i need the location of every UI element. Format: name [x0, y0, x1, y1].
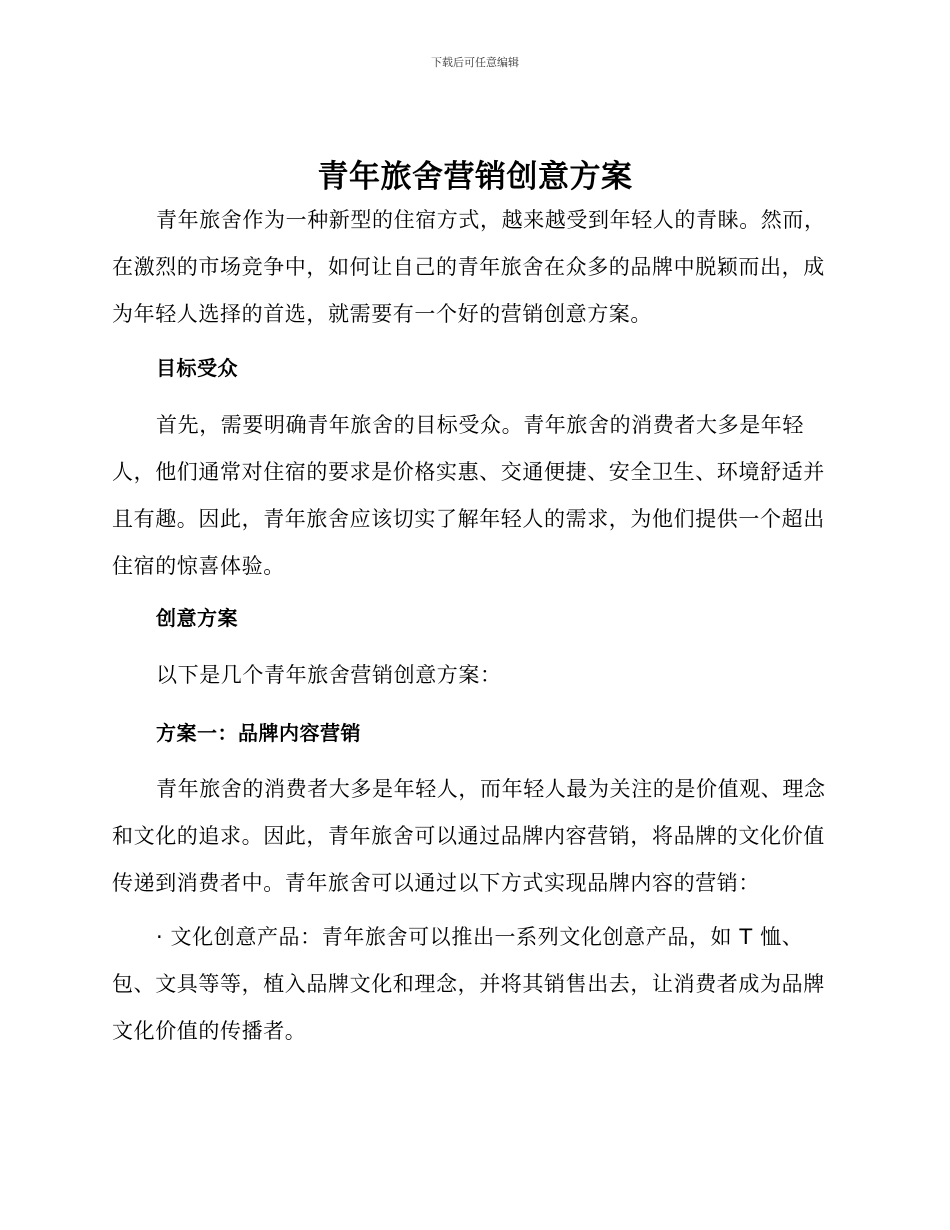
plan-one-heading: 方案一：品牌内容营销 — [156, 721, 361, 745]
plan-one-bullet-text: · 文化创意产品：青年旅舍可以推出一系列文化创意产品，如 T 恤、包、文具等等，植入品牌文化和理念，并将其销售出去，让消费者成为品牌文化价值的传播者。 — [112, 925, 825, 1043]
target-audience-paragraph — [112, 402, 836, 590]
target-audience-text: 首先，需要明确青年旅舍的目标受众。青年旅舍的消费者大多是年轻人，他们通常对住宿的要求是价格实惠、交通便捷、安全卫生、环境舒适并且有趣。因此，青年旅舍应该切实了解年轻人的需求，为他们提供一个超出住宿的惊喜体验。 — [112, 413, 825, 578]
plan-one-text: 青年旅舍的消费者大多是年轻人，而年轻人最为关注的是价值观、理念和文化的追求。因此，青年旅舍可以通过品牌内容营销，将品牌的文化价值传递到消费者中。青年旅舍可以通过以下方式实现品牌内容的营销： — [112, 777, 826, 895]
section-heading-creative-plan: 创意方案 — [156, 606, 238, 630]
intro-text: 青年旅舍作为一种新型的住宿方式，越来越受到年轻人的青睐。然而，在激烈的市场竞争中，如何让自己的青年旅舍在众多的品牌中脱颖而出，成为年轻人选择的首选，就需要有一个好的营销创意方案。 — [112, 208, 826, 326]
section-heading-target-audience: 目标受众 — [156, 356, 238, 380]
plan-one-bullet-item — [112, 914, 836, 1055]
creative-plan-intro-paragraph — [112, 652, 836, 699]
page-header-note: 下载后可任意编辑 — [431, 56, 519, 69]
intro-paragraph — [112, 197, 836, 338]
document-title: 青年旅舍营销创意方案 — [317, 159, 633, 195]
plan-one-paragraph — [112, 766, 836, 907]
creative-plan-intro-text: 以下是几个青年旅舍营销创意方案： — [156, 663, 502, 687]
